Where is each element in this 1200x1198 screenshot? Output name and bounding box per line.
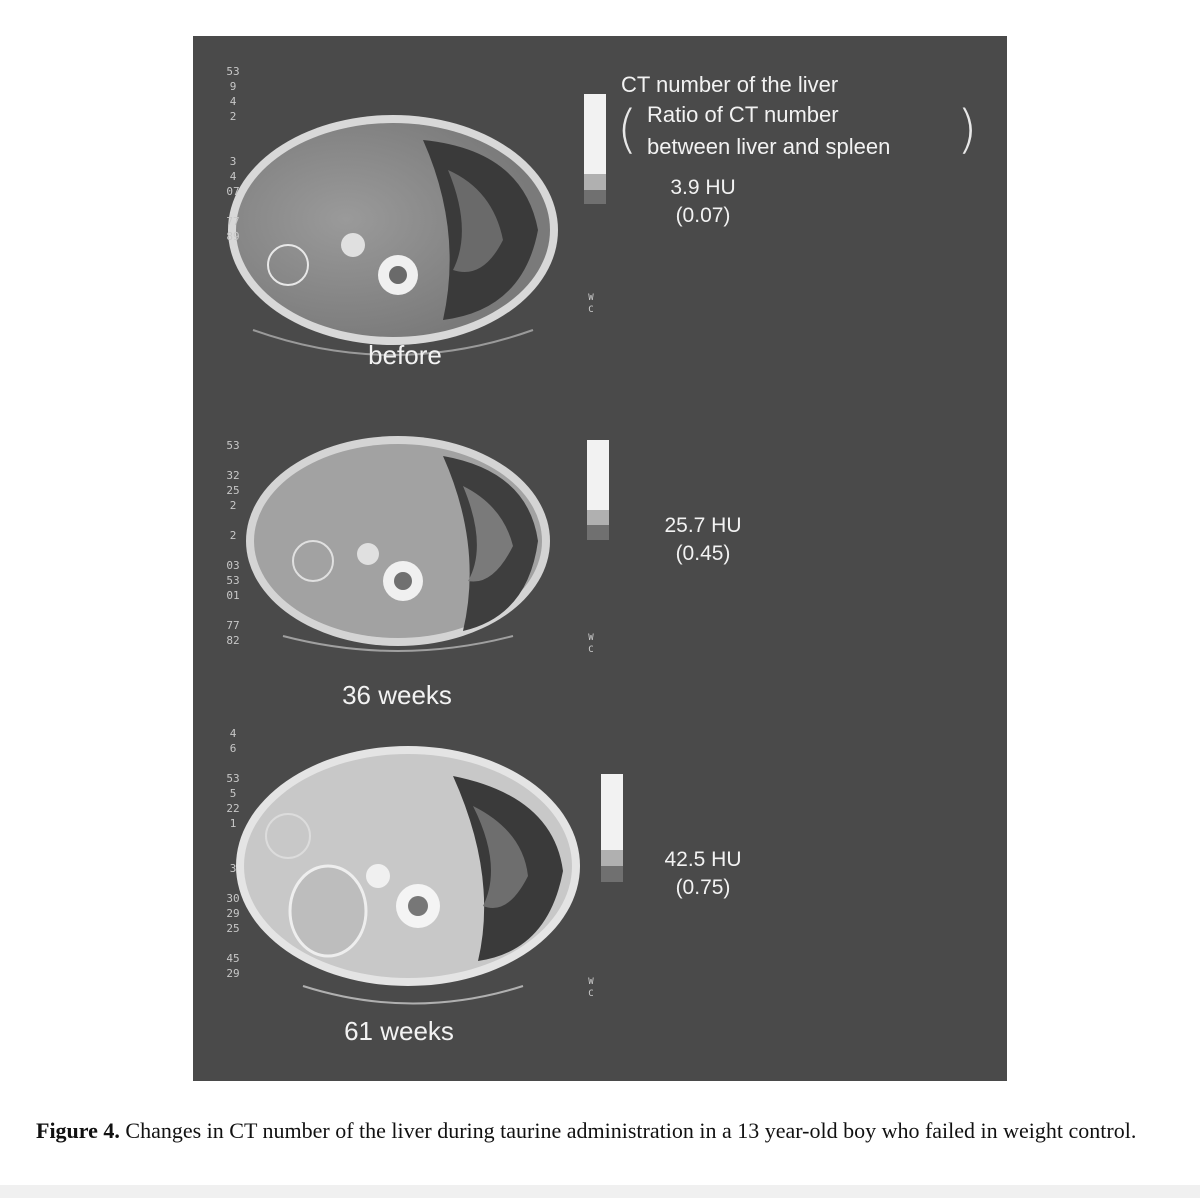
scan-before-wc-mark: W C [588, 293, 594, 315]
scan-36-time-label: 36 weeks [342, 680, 452, 710]
legend-open-paren: ( [617, 100, 638, 160]
scan-61-time-label: 61 weeks [344, 1016, 454, 1046]
figure-caption-text: Changes in CT number of the liver during taurine administration in a 13 year-old boy who failed in weight control. [119, 1118, 1137, 1143]
scan-before-hu: 3.9 HU [670, 176, 736, 199]
scan-36-side-digits: 53 32 25 2 2 03 53 01 77 82 [226, 439, 240, 647]
ct-figure-panel [193, 36, 1007, 1081]
legend-ratio-line1: Ratio of CT number [647, 102, 839, 127]
legend-title: CT number of the liver [621, 72, 839, 97]
scan-61-ratio: (0.75) [675, 876, 731, 899]
figure-label: Figure 4. [36, 1118, 120, 1143]
ct-scan-61-weeks [193, 736, 613, 1026]
legend-ratio-line2: between liver and spleen [647, 134, 891, 159]
scan-36-gray-scale [587, 440, 609, 550]
scan-before-side-digits: 53 9 4 2 3 4 07 77 89 [226, 65, 240, 243]
scan-before-time-label: before [368, 340, 442, 370]
scan-36-ratio: (0.45) [675, 542, 731, 565]
legend-close-paren: ) [957, 100, 978, 160]
figure-caption [36, 1117, 1166, 1144]
scan-36-wc-mark: W C [588, 633, 594, 655]
ct-scan-36-weeks [193, 426, 613, 716]
page-bottom-strip [0, 1185, 1200, 1198]
scan-before-ratio: (0.07) [675, 204, 731, 227]
scan-61-wc-mark: W C [588, 977, 594, 999]
scan-36-hu: 25.7 HU [664, 514, 742, 537]
scan-61-side-digits: 4 6 53 5 22 1 3 30 29 25 45 29 [226, 727, 240, 980]
scan-61-hu: 42.5 HU [664, 848, 742, 871]
ct-scan-before [193, 80, 613, 370]
scan-before-gray-scale [584, 94, 606, 204]
